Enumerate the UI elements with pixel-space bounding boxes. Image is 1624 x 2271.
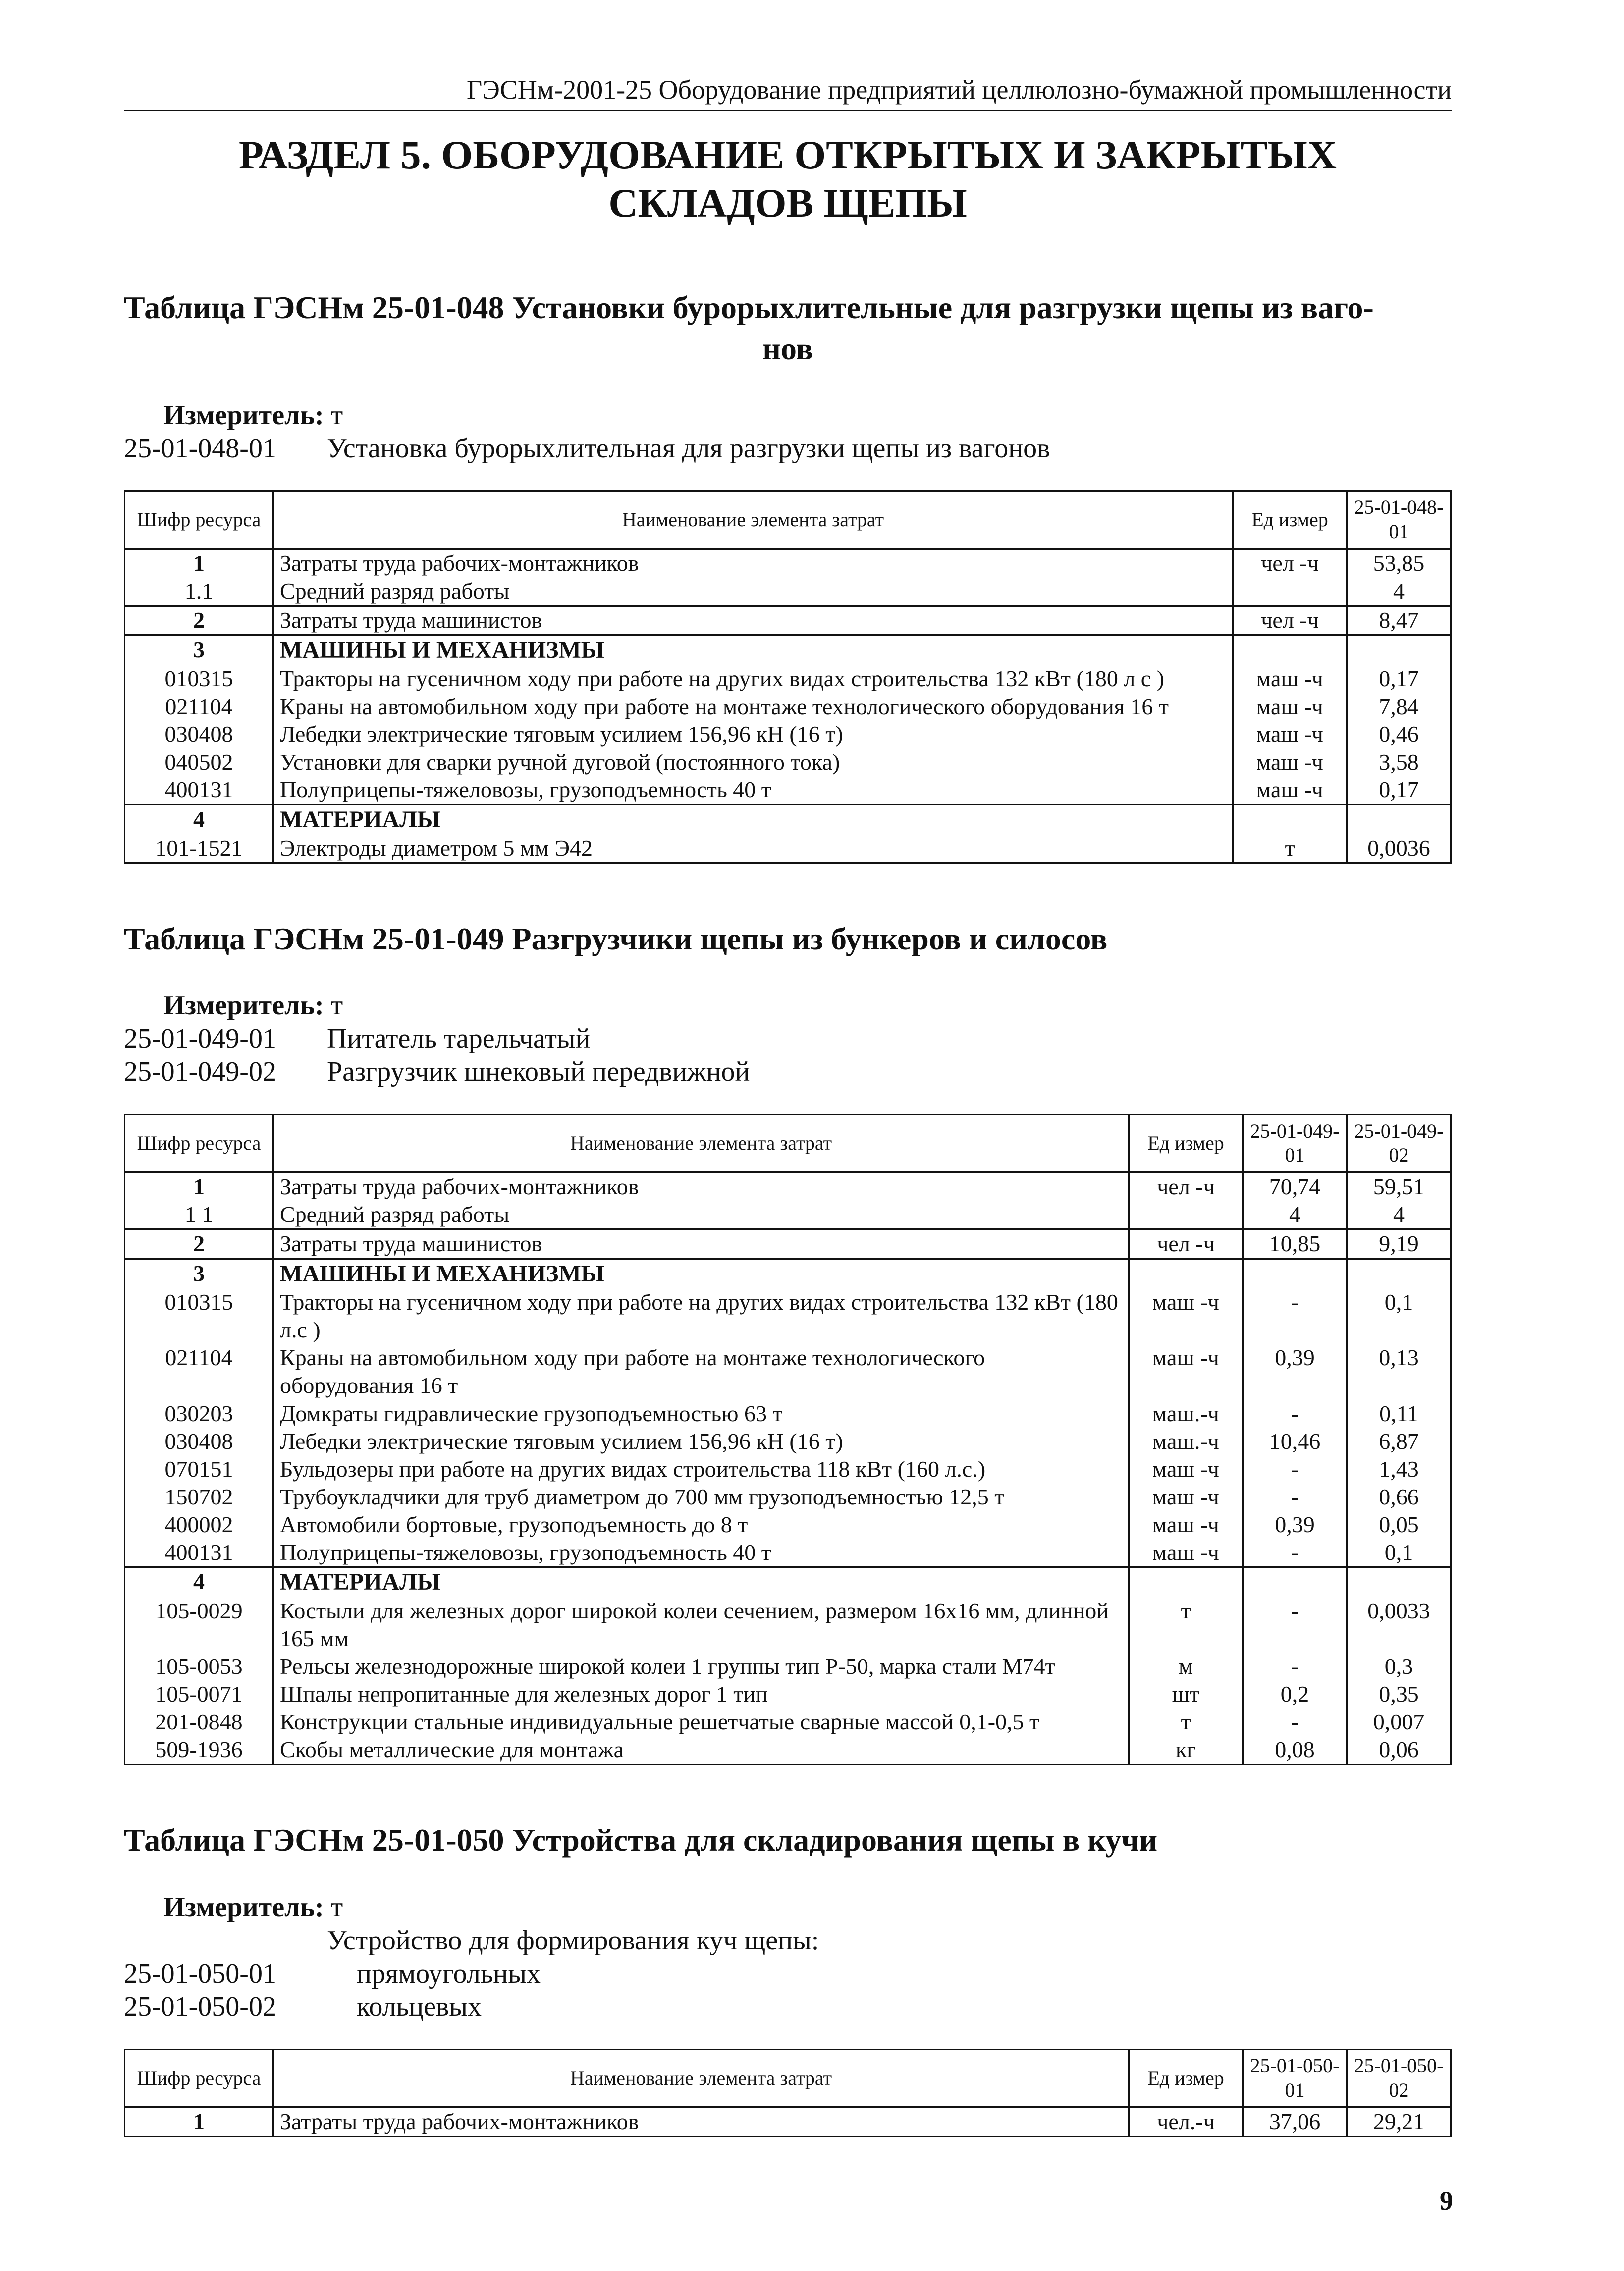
header-row [125,491,1451,549]
cell-code: 021104 [125,1344,273,1399]
cell-value: 59,51 [1347,1172,1451,1201]
cell-value: 3,58 [1347,748,1451,776]
cell-name: Затраты труда рабочих-монтажников [273,549,1233,577]
cell-unit: маш -ч [1129,1455,1243,1483]
cell-value [1347,1567,1451,1597]
cell-value: 0,13 [1347,1344,1451,1399]
cell-code: 021104 [125,693,273,720]
cell-code: 3 [125,1259,273,1288]
measure-048 [124,399,1452,432]
cell-value: 0,1 [1347,1288,1451,1344]
cell-value: 0,17 [1347,665,1451,693]
cell-code: 1 [125,1172,273,1201]
cell-name: Полуприцепы-тяжеловозы, грузоподъемность 40 т [273,1539,1129,1567]
variant-text: Разгрузчик шнековый передвижной [327,1056,750,1088]
cell-code: 201-0848 [125,1708,273,1736]
page-number: 9 [1440,2186,1453,2216]
variant-text: кольцевых [357,1992,482,2023]
cell-value [1243,1567,1347,1597]
cell-unit [1129,1259,1243,1288]
cell-value: 0,2 [1243,1680,1347,1708]
cell-value: 7,84 [1347,693,1451,720]
cell-unit [1233,635,1347,665]
cell-value: 37,06 [1243,2107,1347,2136]
cell-code: 030408 [125,720,273,748]
cell-name: МАШИНЫ И МЕХАНИЗМЫ [273,1259,1129,1288]
variant-intro-text: Устройство для формирования куч щепы: [327,1925,819,1956]
cell-unit: маш -ч [1129,1344,1243,1399]
cell-code: 1 [125,2107,273,2136]
cell-value: - [1243,1539,1347,1567]
cell-name: Электроды диаметром 5 мм Э42 [273,834,1233,863]
cell-code: 1 [125,549,273,577]
cell-value: 0,06 [1347,1736,1451,1765]
resource-table-050 [124,2049,1452,2137]
cell-unit: чел -ч [1233,549,1347,577]
measure-unit: т [330,399,343,431]
cell-name: МАШИНЫ И МЕХАНИЗМЫ [273,635,1233,665]
table-title-048 [124,287,1452,369]
header-row [125,2049,1451,2107]
table-row [125,2107,1451,2136]
cell-value: - [1243,1400,1347,1428]
cell-name: Краны на автомобильном ходу при работе на монтаже технологического оборудования 16 т [273,1344,1129,1399]
cell-unit: маш -ч [1233,665,1347,693]
variant-code: 25-01-050-02 [124,1992,276,2023]
cell-name: Рельсы железнодорожные широкой колеи 1 группы тип Р-50, марка стали М74т [273,1653,1129,1680]
variant-line [124,1055,1452,1089]
cell-code: 4 [125,1567,273,1597]
cell-unit: маш -ч [1233,720,1347,748]
cell-value: - [1243,1597,1347,1653]
cell-unit [1233,577,1347,606]
cell-code: 030203 [125,1400,273,1428]
variant-text: Питатель тарельчатый [327,1023,591,1054]
resource-table-049 [124,1114,1452,1766]
cell-code: 150702 [125,1483,273,1511]
table-row [125,1539,1451,1567]
cell-unit: кг [1129,1736,1243,1765]
table-row [125,748,1451,776]
table-row [125,1483,1451,1511]
table-row [125,1597,1451,1653]
cell-unit: маш -ч [1129,1483,1243,1511]
cell-value [1243,1259,1347,1288]
cell-name: Тракторы на гусеничном ходу при работе на других видах строительства 132 кВт (180 л с ) [273,665,1233,693]
cell-name: Средний разряд работы [273,1201,1129,1229]
cell-value [1347,635,1451,665]
cell-value: 0,0033 [1347,1597,1451,1653]
cell-code: 2 [125,1229,273,1259]
cell-value: 10,46 [1243,1428,1347,1455]
table-row [125,1455,1451,1483]
cell-code: 400131 [125,776,273,805]
table-title-048-text: Таблица ГЭСНм 25-01-048 Установки бурорыхлительные для разгрузки щепы из ваго- [124,289,1374,325]
table-row [125,1400,1451,1428]
col-header-unit: Ед измер [1129,1114,1243,1172]
col-header-norm: 25-01-049-01 [1243,1114,1347,1172]
table-title-048-cont: нов [762,331,813,366]
variants-050-intro [124,1924,1452,1957]
cell-code: 400002 [125,1511,273,1539]
col-header-name: Наименование элемента затрат [273,491,1233,549]
variant-text: прямоугольных [357,1958,541,1989]
cell-name: Конструкции стальные индивидуальные решетчатые сварные массой 0,1-0,5 т [273,1708,1129,1736]
cell-value: 0,0036 [1347,834,1451,863]
cell-value: 0,08 [1243,1736,1347,1765]
table-title-049 [124,918,1452,959]
cell-code: 105-0071 [125,1680,273,1708]
table-row [125,1511,1451,1539]
cell-value: 53,85 [1347,549,1451,577]
cell-code: 105-0029 [125,1597,273,1653]
cell-unit: чел -ч [1129,1172,1243,1201]
cell-value: 8,47 [1347,606,1451,635]
resource-table-048 [124,490,1452,864]
cell-value: 6,87 [1347,1428,1451,1455]
cell-value [1347,805,1451,834]
cell-value: - [1243,1483,1347,1511]
cell-unit [1129,1567,1243,1597]
cell-unit: шт [1129,1680,1243,1708]
cell-unit: маш -ч [1129,1511,1243,1539]
table-row [125,1653,1451,1680]
table-row [125,805,1451,834]
cell-name: Краны на автомобильном ходу при работе на монтаже технологического оборудования 16 т [273,693,1233,720]
variants-050 [124,1957,1452,2024]
cell-value: 9,19 [1347,1229,1451,1259]
cell-code: 010315 [125,665,273,693]
table-title-050 [124,1820,1452,1861]
cell-unit: чел.-ч [1129,2107,1243,2136]
measure-label: Измеритель: [163,399,324,431]
document-page [124,74,1452,2137]
table-row [125,577,1451,606]
measure-label: Измеритель: [163,990,324,1021]
col-header-norm: 25-01-049-02 [1347,1114,1451,1172]
table-row [125,635,1451,665]
cell-value: 10,85 [1243,1229,1347,1259]
header-row [125,1114,1451,1172]
variant-text: Установка бурорыхлительная для разгрузки щепы из вагонов [327,433,1050,464]
cell-name: МАТЕРИАЛЫ [273,1567,1129,1597]
col-header-name: Наименование элемента затрат [273,2049,1129,2107]
cell-value: 0,3 [1347,1653,1451,1680]
cell-name: Средний разряд работы [273,577,1233,606]
table-row [125,834,1451,863]
cell-name: Шпалы непропитанные для железных дорог 1 тип [273,1680,1129,1708]
variant-code: 25-01-049-02 [124,1056,276,1088]
cell-value: 1,43 [1347,1455,1451,1483]
cell-name: Домкраты гидравлические грузоподъемностью 63 т [273,1400,1129,1428]
cell-value: - [1243,1455,1347,1483]
cell-value: 4 [1347,577,1451,606]
table-row [125,1428,1451,1455]
section-title: РАЗДЕЛ 5. ОБОРУДОВАНИЕ ОТКРЫТЫХ И ЗАКРЫТЫХ СКЛАДОВ ЩЕПЫ [238,132,1337,225]
table-row [125,1201,1451,1229]
cell-name: Лебедки электрические тяговым усилием 156,96 кН (16 т) [273,1428,1129,1455]
cell-code: 105-0053 [125,1653,273,1680]
measure-unit: т [330,1891,343,1923]
table-title-050-text: Таблица ГЭСНм 25-01-050 Устройства для складирования щепы в кучи [124,1823,1158,1858]
cell-name: Затраты труда рабочих-монтажников [273,1172,1129,1201]
col-header-code: Шифр ресурса [125,2049,273,2107]
running-header: ГЭСНм-2001-25 Оборудование предприятий целлюлозно-бумажной промышленности [124,74,1452,111]
cell-name: Скобы металлические для монтажа [273,1736,1129,1765]
col-header-norm: 25-01-050-01 [1243,2049,1347,2107]
cell-unit: т [1233,834,1347,863]
cell-name: Костыли для железных дорог широкой колеи сечением, размером 16х16 мм, длинной 165 мм [273,1597,1129,1653]
cell-value: 4 [1243,1201,1347,1229]
cell-value: 0,05 [1347,1511,1451,1539]
table-row [125,693,1451,720]
cell-code: 010315 [125,1288,273,1344]
cell-name: МАТЕРИАЛЫ [273,805,1233,834]
cell-name: Установки для сварки ручной дуговой (постоянного тока) [273,748,1233,776]
col-header-code: Шифр ресурса [125,491,273,549]
measure-050 [124,1891,1452,1924]
cell-unit: м [1129,1653,1243,1680]
col-header-code: Шифр ресурса [125,1114,273,1172]
cell-value: - [1243,1653,1347,1680]
cell-unit: т [1129,1708,1243,1736]
cell-unit: маш -ч [1129,1539,1243,1567]
variants-048 [124,432,1452,465]
table-row [125,1259,1451,1288]
table-row [125,1229,1451,1259]
cell-name: Трубоукладчики для труб диаметром до 700 мм грузоподъемностью 12,5 т [273,1483,1129,1511]
cell-name: Затраты труда машинистов [273,606,1233,635]
table-row [125,776,1451,805]
table-row [125,549,1451,577]
cell-code: 1.1 [125,577,273,606]
cell-code: 070151 [125,1455,273,1483]
variant-line [124,1022,1452,1055]
cell-value: 29,21 [1347,2107,1451,2136]
cell-code: 101-1521 [125,834,273,863]
cell-code: 4 [125,805,273,834]
variant-line [124,432,1452,465]
table-row [125,720,1451,748]
cell-code: 3 [125,635,273,665]
cell-code: 509-1936 [125,1736,273,1765]
cell-value: 0,007 [1347,1708,1451,1736]
col-header-unit: Ед измер [1233,491,1347,549]
cell-unit: т [1129,1597,1243,1653]
cell-name: Полуприцепы-тяжеловозы, грузоподъемность 40 т [273,776,1233,805]
cell-name: Лебедки электрические тяговым усилием 156,96 кН (16 т) [273,720,1233,748]
cell-value: 0,39 [1243,1344,1347,1399]
cell-name: Бульдозеры при работе на других видах строительства 118 кВт (160 л.с.) [273,1455,1129,1483]
cell-unit: чел -ч [1233,606,1347,635]
cell-code: 400131 [125,1539,273,1567]
cell-unit: маш -ч [1233,776,1347,805]
cell-code: 1 1 [125,1201,273,1229]
cell-value: 0,1 [1347,1539,1451,1567]
table-title-049-text: Таблица ГЭСНм 25-01-049 Разгрузчики щепы из бункеров и силосов [124,921,1108,956]
cell-code: 2 [125,606,273,635]
variant-line [124,1957,1452,1991]
cell-name: Затраты труда рабочих-монтажников [273,2107,1129,2136]
table-row [125,1680,1451,1708]
cell-value: 0,17 [1347,776,1451,805]
table-row [125,606,1451,635]
variant-code: 25-01-048-01 [124,433,276,464]
cell-value [1347,1259,1451,1288]
cell-value: 0,11 [1347,1400,1451,1428]
measure-unit: т [330,990,343,1021]
cell-value: - [1243,1708,1347,1736]
cell-code: 040502 [125,748,273,776]
cell-value: 0,39 [1243,1511,1347,1539]
cell-unit: маш.-ч [1129,1400,1243,1428]
table-row [125,1172,1451,1201]
col-header-name: Наименование элемента затрат [273,1114,1129,1172]
cell-name: Автомобили бортовые, грузоподъемность до 8 т [273,1511,1129,1539]
cell-value: 4 [1347,1201,1451,1229]
table-row [125,1736,1451,1765]
col-header-unit: Ед измер [1129,2049,1243,2107]
variant-line [124,1991,1452,2024]
table-row [125,1708,1451,1736]
col-header-norm: 25-01-048-01 [1347,491,1451,549]
cell-unit [1233,805,1347,834]
variants-049 [124,1022,1452,1089]
cell-value: 0,46 [1347,720,1451,748]
cell-value: - [1243,1288,1347,1344]
cell-unit: маш -ч [1129,1288,1243,1344]
cell-value: 0,66 [1347,1483,1451,1511]
cell-unit [1129,1201,1243,1229]
cell-unit: чел -ч [1129,1229,1243,1259]
cell-value: 0,35 [1347,1680,1451,1708]
cell-name: Тракторы на гусеничном ходу при работе на других видах строительства 132 кВт (180 л.с ) [273,1288,1129,1344]
cell-name: Затраты труда машинистов [273,1229,1129,1259]
col-header-norm: 25-01-050-02 [1347,2049,1451,2107]
table-row [125,1567,1451,1597]
cell-value: 70,74 [1243,1172,1347,1201]
cell-unit: маш -ч [1233,693,1347,720]
measure-049 [124,989,1452,1022]
cell-unit: маш.-ч [1129,1428,1243,1455]
variant-code: 25-01-049-01 [124,1023,276,1054]
variant-code: 25-01-050-01 [124,1958,276,1989]
table-row [125,1288,1451,1344]
measure-label: Измеритель: [163,1891,324,1923]
cell-code: 030408 [125,1428,273,1455]
table-row [125,665,1451,693]
cell-unit: маш -ч [1233,748,1347,776]
table-row [125,1344,1451,1399]
